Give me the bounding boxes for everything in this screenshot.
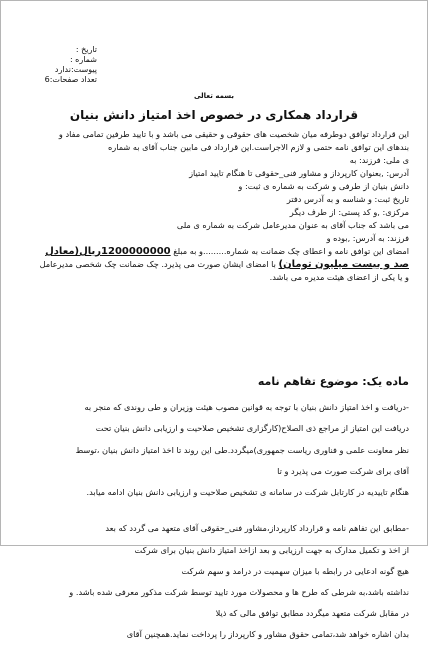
intro-line: و یا یکی از اعضای هیئت مدیره می باشد.: [269, 272, 409, 282]
section-line: نداشته باشد،به شرطی که طرح ها و محصولات مورد تایید توسط شرکت مذکور معرفی شده باشد. و: [69, 586, 409, 597]
section-line: نظر معاونت علمی و فناوری ریاست جمهوری)میگردد.طی این روند تا اخذ امتیاز دانش بنیان ،توسط: [75, 444, 409, 455]
section-title: ماده یک: موضوع تفاهم نامه: [257, 375, 409, 388]
section-line: -مطابق این تفاهم نامه و قرارداد کارپرداز،مشاور فنی_حقوقی آقای متعهد می گردد که بعد: [105, 523, 409, 534]
intro-line: آدرس: ,بعنوان کارپرداز و مشاور فنی_حقوقی تا هنگام تایید امتیاز: [189, 168, 409, 178]
number-field: شماره :: [69, 55, 97, 64]
pages-field: تعداد صفحات:6: [44, 75, 97, 84]
intro-line: ی ملی: فرزند: به: [349, 155, 409, 165]
intro-line: [19, 258, 409, 271]
intro-line: تاریخ ثبت: و شناسه و به آدرس دفتر: [286, 194, 409, 204]
amount-tail: با امضای ایشان صورت می پذیرد. چک ضمانت چک شخصی مدیرعامل: [39, 259, 276, 269]
intro-line: این قرارداد توافق دوطرفه میان شخصیت های حقوقی و حقیقی می باشد و با تایید طرفین تمامی مفاد و: [58, 129, 409, 139]
bism-heading: بسمه تعالی: [193, 92, 235, 100]
section-line: از اخذ و تکمیل مدارک به جهت ارزیابی و بعد ازاخذ امتیاز دانش بنیان برای شرکت: [134, 544, 409, 555]
section-body: [19, 393, 409, 649]
attachment-field: پیوست:ندارد: [54, 65, 97, 74]
section-line: -دریافت و اخذ امتیاز دانش بنیان با توجه به قوانین مصوب هیئت وزیران و طی روندی که منجر به: [84, 402, 409, 413]
intro-line: مرکزی: ,و کد پستی: از طرف دیگر: [289, 207, 409, 217]
date-field: تاریخ :: [75, 45, 97, 54]
amount-words: صد و بیست میلیون تومان): [278, 259, 409, 270]
section-line: بدان اشاره خواهد شد،تمامی حقوق مشاور و کارپرداز را پرداخت نماید.همچنین آقای: [126, 629, 409, 640]
intro-line: [19, 245, 409, 258]
section-line: دریافت این امتیاز از مراجع ذی الصلاح(کارگزاری تشخیص صلاحیت و ارزیابی دانش بنیان تحت: [95, 423, 409, 434]
intro-line: می باشد که جناب آقای به عنوان مدیرعامل شرکت به شماره ی ملی: [176, 220, 409, 230]
section-line: هیچ گونه ادعایی در رابطه با میزان سهمیت در درامد و سهم شرکت: [181, 565, 409, 576]
section-line: آقای برای شرکت صورت می پذیرد و تا: [277, 465, 409, 476]
contract-intro: [19, 128, 409, 284]
document-meta: [45, 45, 97, 85]
section-line: هنگام تاییدیه در کارتابل شرکت در سامانه ی تشخیص صلاحیت و ارزیابی دانش بنیان ادامه میابد.: [86, 486, 409, 497]
amount-value: 1200000000ریال(معادل: [45, 246, 171, 257]
intro-line-text: امضای این توافق نامه و اعطای چک ضمانت به شماره.........و به مبلغ: [173, 246, 409, 256]
intro-line: بندهای این توافق نامه حتمی و لازم الاجراست.این قرارداد فی مابین جناب آقای به شماره: [107, 142, 409, 152]
paragraph-gap: [19, 507, 409, 514]
intro-line: دانش بنیان از طرفی و شرکت به شماره ی ثبت: و: [238, 181, 409, 191]
section-line: در مقابل شرکت متعهد میگردد مطابق توافق مالی که ذیلا: [215, 608, 409, 619]
intro-line: فرزند: به آدرس: ,بوده و: [326, 233, 409, 243]
contract-title: قرارداد همکاری در خصوص اخذ امتیاز دانش بنیان: [69, 108, 359, 122]
